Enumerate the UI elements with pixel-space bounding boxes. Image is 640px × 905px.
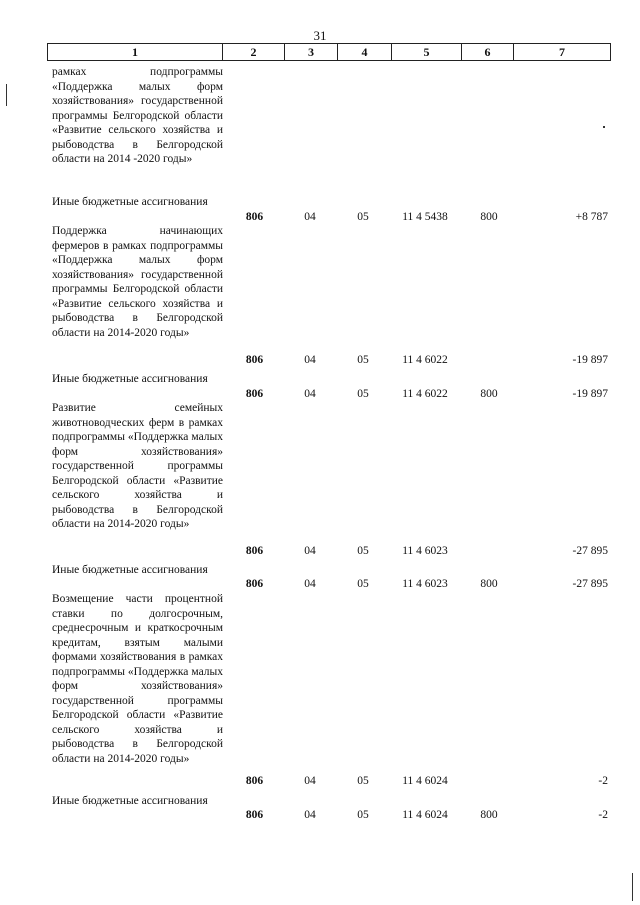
cell-amount: -2: [598, 809, 608, 821]
cell-ministry: 806: [245, 388, 264, 400]
cell-amount: -2: [598, 775, 608, 787]
cell-target-article: 11 4 6023: [402, 578, 448, 590]
column-header-1: 1: [47, 43, 223, 61]
cell-target-article: 11 4 6023: [402, 545, 448, 557]
row-description: Иные бюджетные ассигнования: [52, 373, 208, 385]
column-header-2: 2: [222, 43, 285, 61]
row-description: Иные бюджетные ассигнования: [52, 795, 208, 807]
cell-subsection: 05: [357, 775, 369, 787]
cell-subsection: 05: [357, 578, 369, 590]
cell-subsection: 05: [357, 388, 369, 400]
column-header-6: 6: [461, 43, 514, 61]
cell-expense-type: 800: [480, 388, 498, 400]
cell-subsection: 05: [357, 211, 369, 223]
column-header-4: 4: [337, 43, 392, 61]
cell-section: 04: [304, 211, 316, 223]
row-description: Иные бюджетные ассигнования: [52, 564, 208, 576]
row-description: Развитие семейных животноводческих ферм в рамках подпрограммы «Поддержка малых форм хозяйствования» государственной программы Белгородской области «Развитие сельского хозяйства и рыбоводства в Белгородской области на 2014-2020 годы»: [52, 402, 223, 530]
cell-amount: -27 895: [572, 578, 608, 590]
cell-target-article: 11 4 6024: [402, 809, 448, 821]
cell-section: 04: [304, 775, 316, 787]
cell-amount: -19 897: [572, 354, 608, 366]
row-description: Возмещение части процентной ставки по долгосрочным, среднесрочным и краткосрочным кредитам, взятым малыми формами хозяйствования в рамках подпрограммы «Поддержка малых форм хозяйствования» государственной программы Белгородской области «Развитие сельского хозяйства и рыбоводства в Белгородской области на 2014-2020 годы»: [52, 593, 223, 765]
cell-section: 04: [304, 545, 316, 557]
row-description: Поддержка начинающих фермеров в рамках подпрограммы «Поддержка малых форм хозяйствования» государственной программы Белгородской области «Развитие сельского хозяйства и рыбоводства в Белгородской области на 2014-2020 годы»: [52, 225, 223, 339]
cell-section: 04: [304, 809, 316, 821]
cell-amount: -27 895: [572, 545, 608, 557]
cell-target-article: 11 4 6022: [402, 354, 448, 366]
scan-edge-mark-right: [632, 873, 633, 901]
cell-ministry: 806: [245, 578, 264, 590]
cell-ministry: 806: [245, 809, 264, 821]
cell-section: 04: [304, 578, 316, 590]
cell-ministry: 806: [245, 545, 264, 557]
cell-section: 04: [304, 354, 316, 366]
cell-target-article: 11 4 5438: [402, 211, 448, 223]
cell-ministry: 806: [245, 354, 264, 366]
page-number: 31: [313, 28, 327, 43]
cell-expense-type: 800: [480, 578, 498, 590]
column-header-3: 3: [284, 43, 338, 61]
cell-amount: -19 897: [572, 388, 608, 400]
cell-target-article: 11 4 6022: [402, 388, 448, 400]
column-header-5: 5: [391, 43, 462, 61]
column-header-7: 7: [513, 43, 611, 61]
cell-amount: +8 787: [575, 211, 608, 223]
cell-ministry: 806: [245, 775, 264, 787]
cell-expense-type: 800: [480, 809, 498, 821]
cell-subsection: 05: [357, 354, 369, 366]
scan-edge-mark-left: [6, 84, 7, 106]
row-description: рамках подпрограммы «Поддержка малых форм хозяйствования» государственной программы Белгородской области «Развитие сельского хозяйства и рыбоводства в Белгородской области на 2014 -2020 годы»: [52, 66, 223, 165]
cell-target-article: 11 4 6024: [402, 775, 448, 787]
scan-speck: [603, 126, 605, 128]
cell-expense-type: 800: [480, 211, 498, 223]
cell-ministry: 806: [245, 211, 264, 223]
cell-subsection: 05: [357, 545, 369, 557]
cell-section: 04: [304, 388, 316, 400]
row-description: Иные бюджетные ассигнования: [52, 196, 208, 208]
cell-subsection: 05: [357, 809, 369, 821]
